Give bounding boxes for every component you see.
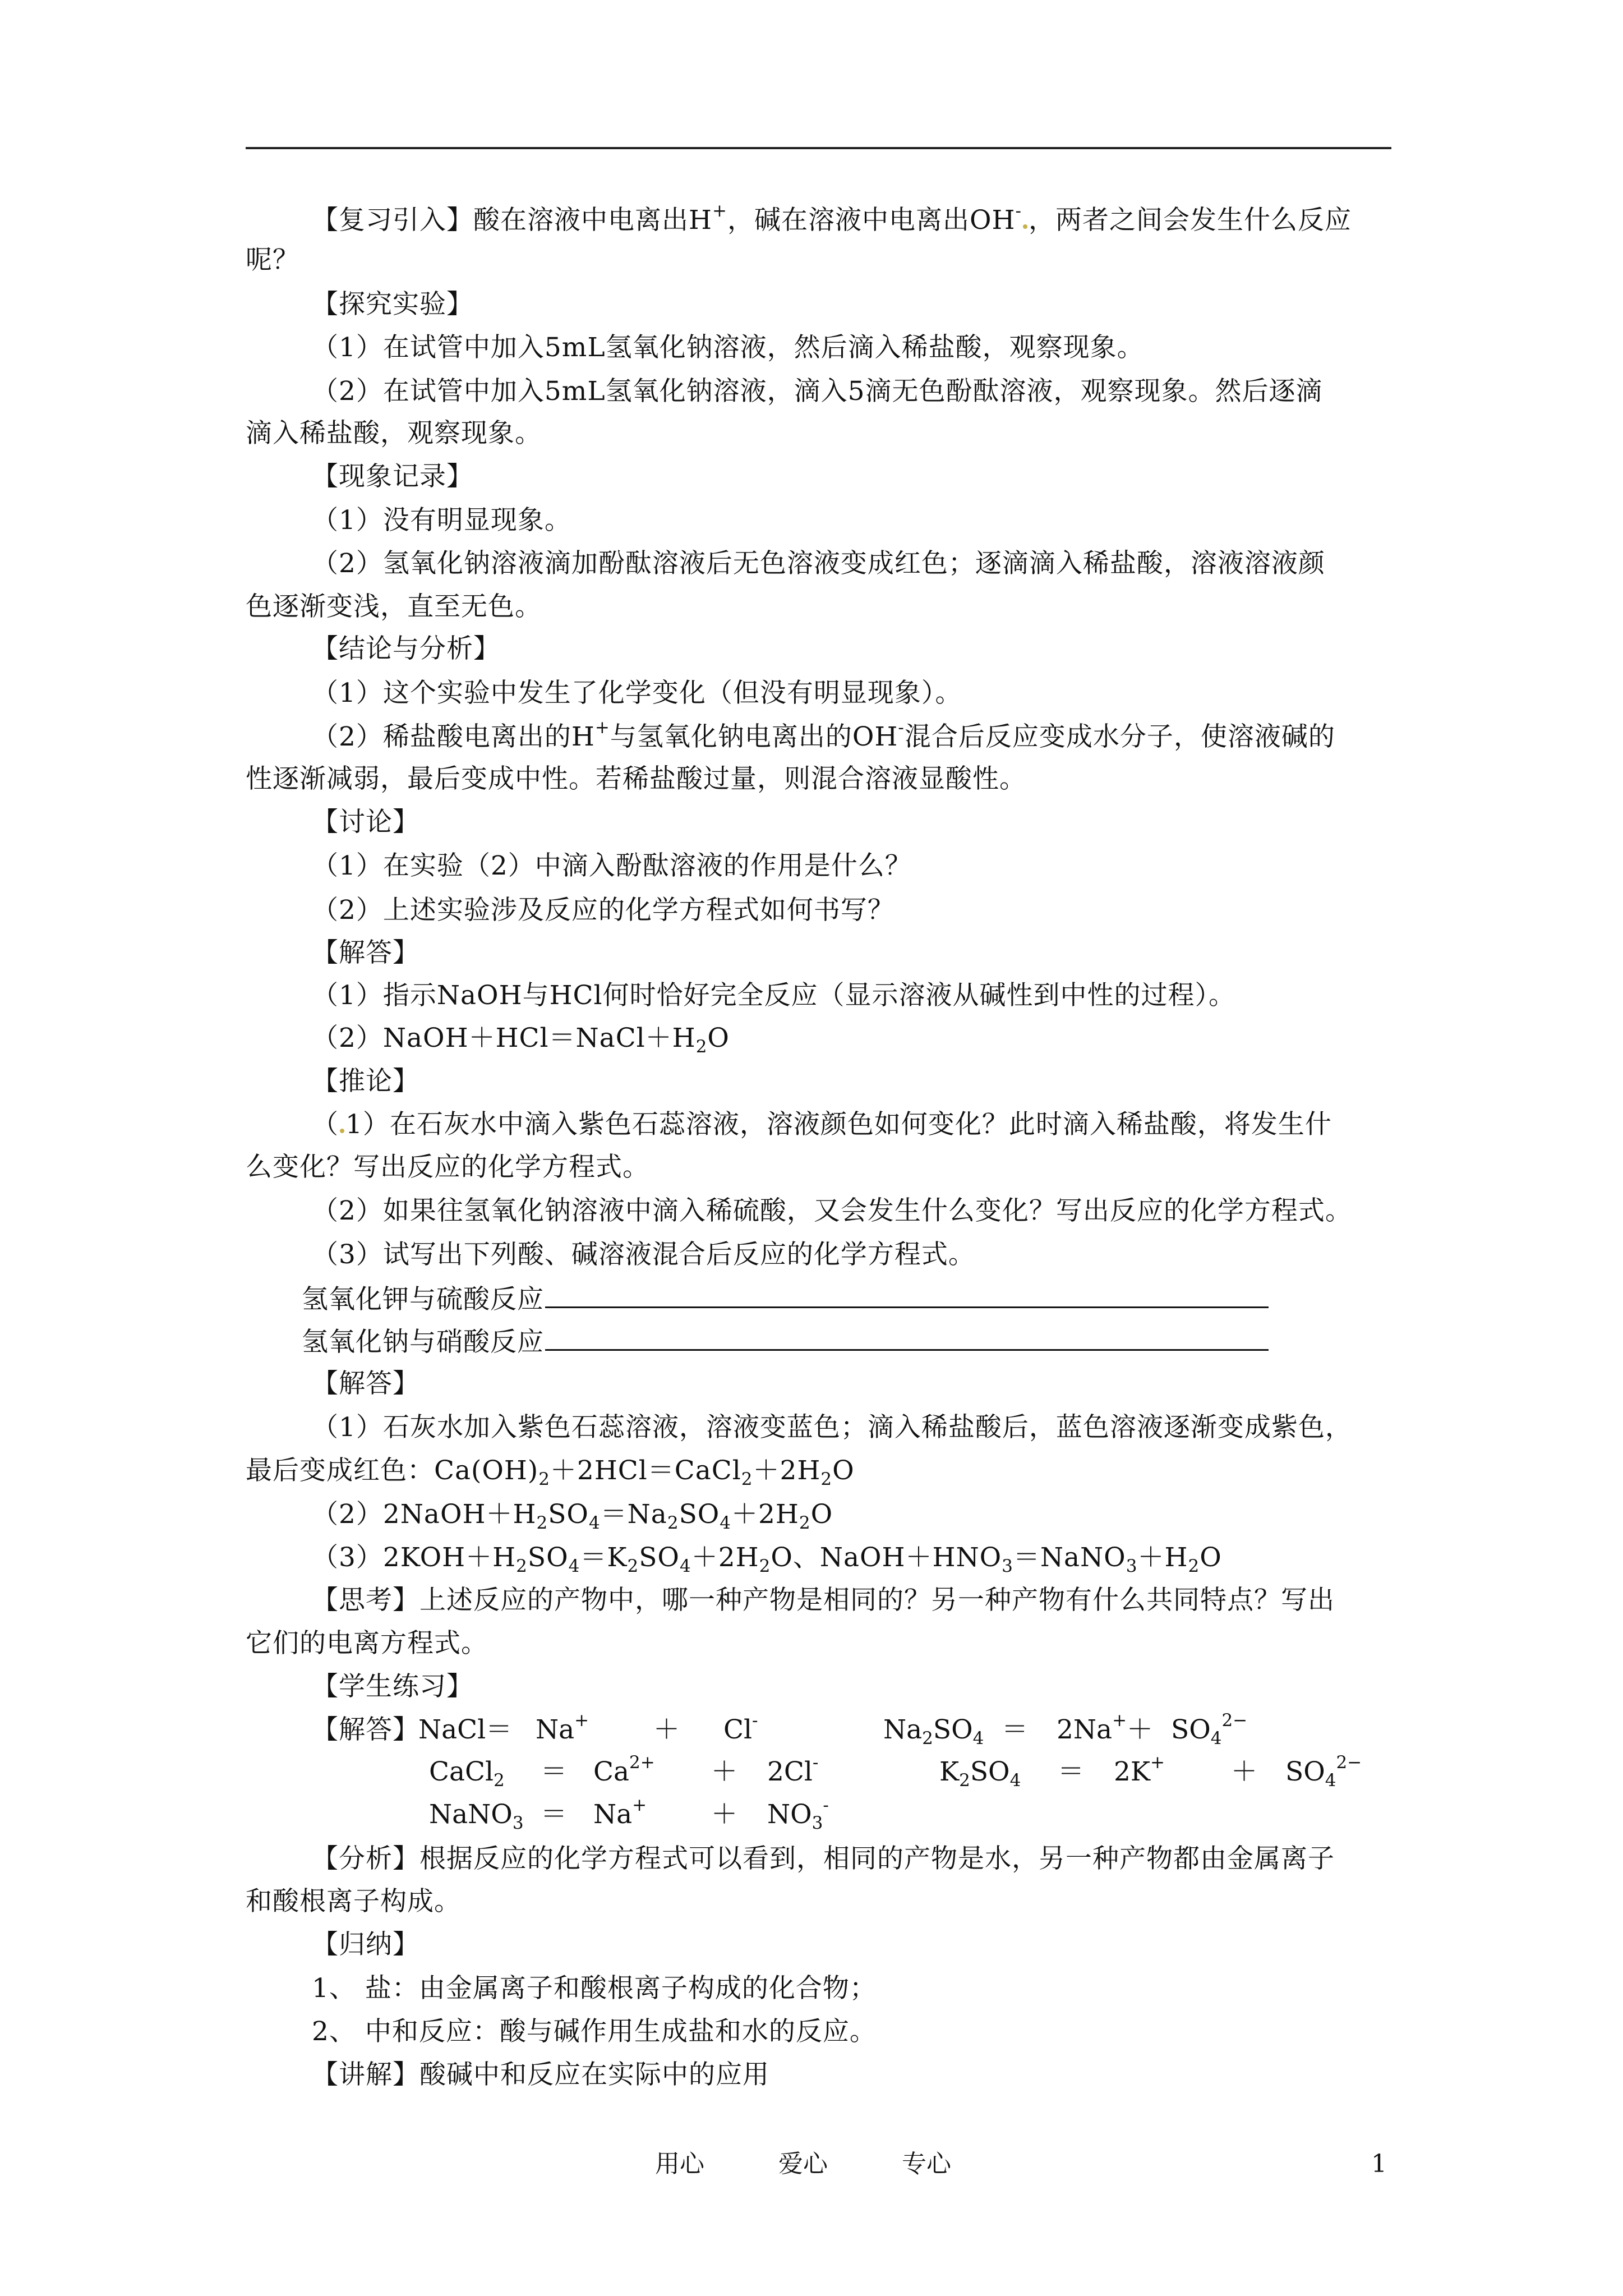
answer-2-2: $(2)2NaOH+H_2SO_4=Na_2SO_4+2H_2O$ (312, 1499, 833, 1533)
header-rule (246, 147, 1391, 149)
paragraph-review: 【复习引入】酸在溶液中电离出H+，碱在溶液中电离出OH- ，两者之间会发生什么反应 (312, 201, 1352, 236)
heading-answer-1: 【解答】 (312, 937, 419, 968)
inference-3: （3）试写出下列酸、碱溶液混合后反应的化学方程式。 (312, 1239, 975, 1270)
fill-in-koh: 氢氧化钾与硫酸反应 (302, 1278, 1269, 1319)
mark-dot (340, 1129, 344, 1133)
ion-plus: ＋ (711, 1756, 737, 1787)
answer-1-2: $(2)NaOH+HCl=NaCl+H_2O$ (312, 1023, 730, 1057)
ion-eq: ＝ (1058, 1756, 1084, 1787)
ion-2k: 2K+ (1114, 1752, 1165, 1787)
ion-cacl2: CaCl$_2$ (429, 1756, 505, 1791)
ion-nano3: NaNO$_3$ (429, 1799, 524, 1833)
explanation: 【讲解】酸碱中和反应在实际中的应用 (312, 2059, 769, 2090)
thinking: 【思考】上述反应的产物中，哪一种产物是相同的？另一种产物有什么共同特点？写出 (312, 1585, 1335, 1616)
answer-blank[interactable] (545, 1278, 1269, 1308)
experiment-step-1: （1）在试管中加入5mL氢氧化钠溶液，然后滴入稀盐酸，观察现象。 (312, 332, 1144, 363)
ion-no3: $NO_3^-$ (767, 1795, 829, 1833)
heading-answer-2: 【解答】 (312, 1368, 419, 1399)
ion-cl: Cl- (723, 1710, 758, 1745)
experiment-step-2: （2）在试管中加入5mL氢氧化钠溶液，滴入5滴无色酚酞溶液，观察现象。然后逐滴 (312, 376, 1323, 407)
ion-na: Na+ (593, 1795, 647, 1830)
discussion-2: （2）上述实验涉及反应的化学方程式如何书写？ (312, 895, 895, 926)
answer-1-1: （1）指示NaOH与HCl何时恰好完全反应（显示溶液从碱性到中性的过程）。 (312, 980, 1236, 1011)
ion-eq: ＝ (541, 1756, 567, 1787)
ion-eq: ＝ (1002, 1714, 1028, 1745)
ion-k2so4: $K_2SO_4$ (939, 1756, 1021, 1791)
observation-1: （1）没有明显现象。 (312, 505, 571, 536)
answer-2-1: （1）石灰水加入紫色石蕊溶液，溶液变蓝色；滴入稀盐酸后，蓝色溶液逐渐变成紫色， (312, 1412, 1352, 1443)
discussion-1: （1）在实验（2）中滴入酚酞溶液的作用是什么？ (312, 850, 912, 881)
ion-eq: ＝ (541, 1799, 567, 1830)
ion-2cl: 2Cl- (767, 1752, 819, 1787)
ion-nacl: NaCl＝ (418, 1714, 513, 1745)
ion-na2so4: $Na_2SO_4$ (883, 1714, 984, 1749)
fill-in-naoh: 氢氧化钠与硝酸反应 (302, 1321, 1269, 1362)
ion-2na: 2Na+＋ (1057, 1710, 1154, 1745)
page-number: 1 (1371, 2150, 1387, 2178)
heading-discussion: 【讨论】 (312, 807, 419, 838)
ion-so4: $SO_4^{2-}$ (1171, 1710, 1248, 1749)
ion-na: Na+ (536, 1710, 589, 1745)
answer-blank[interactable] (545, 1321, 1269, 1351)
observation-2-cont: 色逐渐变浅，直至无色。 (246, 591, 542, 622)
heading-conclusion: 【结论与分析】 (312, 633, 500, 664)
inference-2: （2）如果往氢氧化钠溶液中滴入稀硫酸，又会发生什么变化？写出反应的化学方程式。 (312, 1195, 1352, 1226)
answer-2-1-cont: 最后变成红色：$Ca(OH)_2+2HCl=CaCl_2+2H_2O$ (246, 1455, 855, 1489)
heading-experiment: 【探究实验】 (312, 289, 473, 320)
heading-inference: 【推论】 (312, 1066, 419, 1097)
ion-ca: $Ca^{2+}$ (593, 1752, 655, 1787)
mark-dot (1023, 224, 1027, 229)
inference-1: （ 1）在石灰水中滴入紫色石蕊溶液，溶液颜色如何变化？此时滴入稀盐酸，将发生什 (312, 1109, 1332, 1140)
analysis: 【分析】根据反应的化学方程式可以看到，相同的产物是水，另一种产物都由金属离子 (312, 1843, 1335, 1874)
ion-so4: $SO_4^{2-}$ (1285, 1752, 1362, 1791)
footer-motto: 用心 爱心 专心 (655, 2150, 951, 2178)
experiment-step-2-cont: 滴入稀盐酸，观察现象。 (246, 418, 542, 449)
analysis-cont: 和酸根离子构成。 (246, 1886, 461, 1917)
thinking-cont: 它们的电离方程式。 (246, 1628, 488, 1659)
heading-answer-3: 【解答】 (312, 1714, 419, 1745)
ion-plus: ＋ (1231, 1756, 1257, 1787)
heading-observation: 【现象记录】 (312, 461, 473, 492)
summary-1: 1、 盐：由金属离子和酸根离子构成的化合物； (312, 1973, 877, 2004)
summary-2: 2、 中和反应：酸与碱作用生成盐和水的反应。 (312, 2016, 877, 2047)
ion-plus: ＋ (653, 1714, 680, 1745)
heading-summary: 【归纳】 (312, 1929, 419, 1960)
answer-2-3: $(3)2KOH+H_2SO_4=K_2SO_4+2H_2O$、$NaOH+HNO_3=NaNO_3+H_2O$ (312, 1542, 1222, 1576)
conclusion-2-cont: 性逐渐减弱，最后变成中性。若稀盐酸过量，则混合溶液显酸性。 (246, 763, 1026, 794)
inference-1-cont: 么变化？写出反应的化学方程式。 (246, 1152, 649, 1182)
conclusion-2: （2）稀盐酸电离出的H+与氢氧化钠电离出的OH-混合后反应变成水分子，使溶液碱的 (312, 717, 1335, 752)
observation-2: （2）氢氧化钠溶液滴加酚酞溶液后无色溶液变成红色；逐滴滴入稀盐酸，溶液溶液颜 (312, 548, 1325, 579)
ion-plus: ＋ (711, 1799, 737, 1830)
paragraph-review-cont: 呢？ (246, 245, 299, 275)
conclusion-1: （1）这个实验中发生了化学变化（但没有明显现象）。 (312, 678, 962, 708)
heading-practice: 【学生练习】 (312, 1671, 473, 1702)
